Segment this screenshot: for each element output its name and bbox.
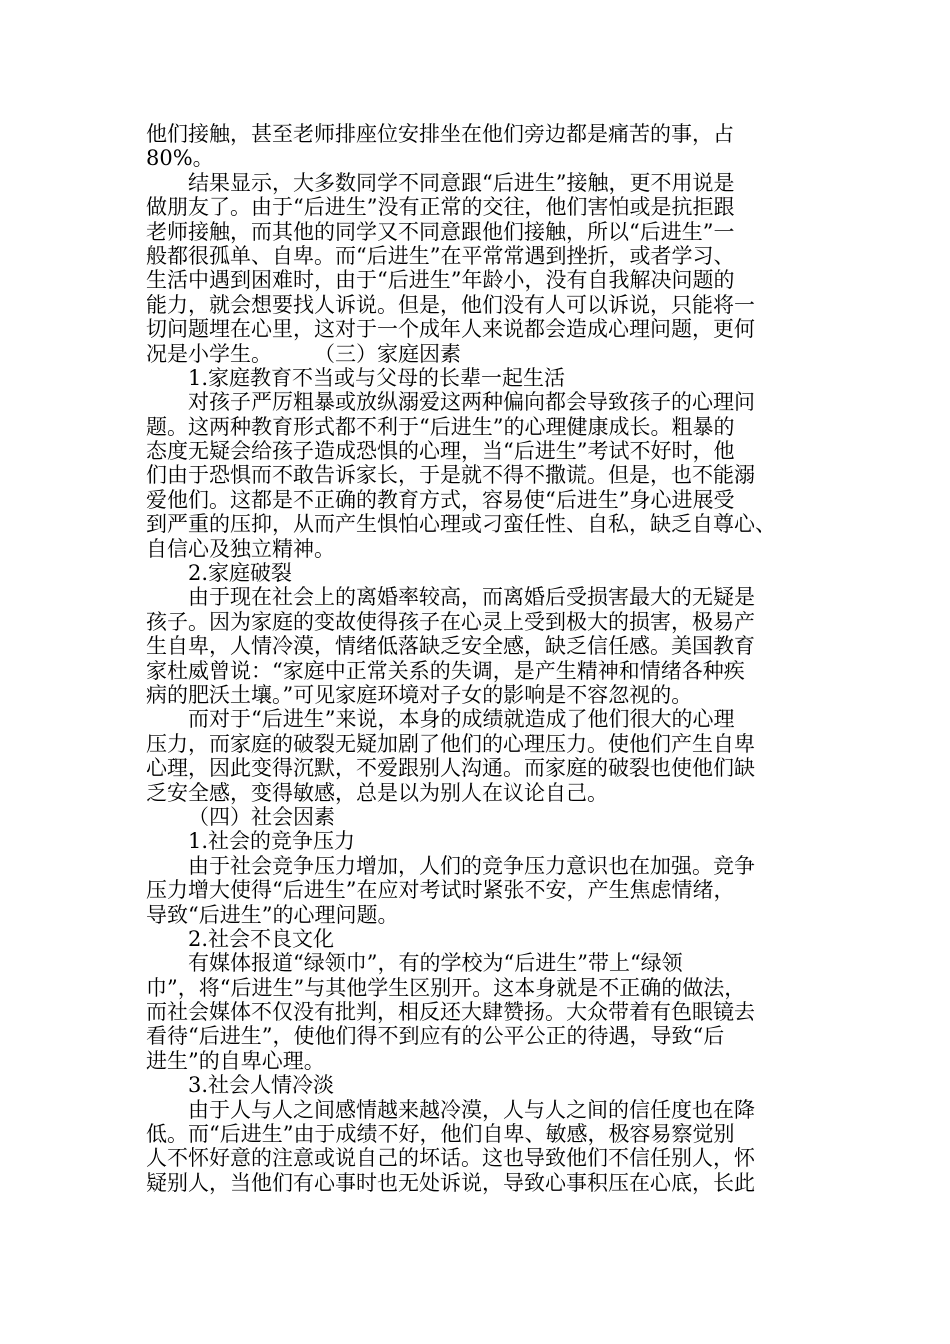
text-line: 他们接触，甚至老师排座位安排坐在他们旁边都是痛苦的事，占	[146, 122, 734, 146]
text-line: 爱他们。这都是不正确的教育方式，容易使“后进生”身心进展受	[146, 487, 735, 512]
subsection-heading: 1.家庭教育不当或与父母的长辈一起生活	[188, 365, 566, 390]
text-line: 疑别人，当他们有心事时也无处诉说，导致心事积压在心底，长此	[146, 1170, 755, 1195]
text-line: 们由于恐惧而不敢告诉家长，于是就不得不撒谎。但是，也不能溺	[146, 463, 755, 488]
text-line: 生活中遇到困难时，由于“后进生”年龄小，没有自我解决问题的	[146, 268, 735, 293]
text-line: 自信心及独立精神。	[146, 536, 335, 561]
text-line: 导致“后进生”的心理问题。	[146, 902, 399, 927]
paragraph-start: 结果显示，大多数同学不同意跟“后进生”接触，更不用说是	[188, 170, 735, 195]
text-line: 巾”，将“后进生”与其他学生区别开。这本身就是不正确的做法，	[146, 975, 746, 1000]
paragraph-start: 有媒体报道“绿领巾”，有的学校为“后进生”带上“绿领	[188, 951, 683, 976]
text-line: 压力增大使得“后进生”在应对考试时紧张不安，产生焦虑情绪，	[146, 878, 735, 903]
text-line: 心理，因此变得沉默，不爱跟别人沟通。而家庭的破裂也使他们缺	[146, 756, 755, 781]
paragraph-start: 对孩子严厉粗暴或放纵溺爱这两种偏向都会导致孩子的心理问	[188, 390, 755, 415]
paragraph-start: 由于现在社会上的离婚率较高，而离婚后受损害最大的无疑是	[188, 585, 755, 610]
text-line: 看待“后进生”，使他们得不到应有的公平公正的待遇，导致“后	[146, 1024, 725, 1049]
text-line: 孩子。因为家庭的变故使得孩子在心灵上受到极大的损害，极易产	[146, 609, 755, 634]
subsection-heading: 2.社会不良文化	[188, 926, 335, 951]
text-line: 切问题埋在心里，这对于一个成年人来说都会造成心理问题，更何	[146, 317, 755, 342]
text-line: 病的肥沃土壤。”可见家庭环境对子女的影响是不容忽视的。	[146, 682, 693, 707]
text-line: 压力，而家庭的破裂无疑加剧了他们的心理压力。使他们产生自卑	[146, 731, 755, 756]
text-line: 80%。	[146, 146, 214, 171]
text-line: 老师接触，而其他的同学又不同意跟他们接触，所以“后进生”一	[146, 219, 735, 244]
subsection-heading: 3.社会人情冷淡	[188, 1073, 335, 1098]
text-line: 人不怀好意的注意或说自己的坏话。这也导致他们不信任别人，怀	[146, 1146, 755, 1171]
text-line: 家杜威曾说：“家庭中正常关系的失调，是产生精神和情绪各种疾	[146, 658, 745, 683]
paragraph-start: 由于社会竞争压力增加，人们的竞争压力意识也在加强。竞争	[188, 853, 755, 878]
text-line: 而社会媒体不仅没有批判，相反还大肆赞扬。大众带着有色眼镜去	[146, 1000, 755, 1025]
text-line: 题。这两种教育形式都不利于“后进生”的心理健康成长。粗暴的	[146, 414, 735, 439]
text-line: 乏安全感，变得敏感，总是以为别人在议论自己。	[146, 780, 608, 805]
section-heading: （四）社会因素	[188, 804, 335, 829]
text-line-with-section-heading: 况是小学生。 （三）家庭因素	[146, 341, 461, 366]
text-line: 进生”的自卑心理。	[146, 1048, 325, 1073]
paragraph-start: 而对于“后进生”来说，本身的成绩就造成了他们很大的心理	[188, 707, 735, 732]
paragraph-start: 由于人与人之间感情越来越冷漠，人与人之间的信任度也在降	[188, 1097, 755, 1122]
document-body	[146, 122, 806, 1195]
text-line: 做朋友了。由于“后进生”没有正常的交往，他们害怕或是抗拒跟	[146, 195, 735, 220]
text-line: 般都很孤单、自卑。而“后进生”在平常常遇到挫折，或者学习、	[146, 243, 735, 268]
subsection-heading: 1.社会的竞争压力	[188, 829, 356, 854]
subsection-heading: 2.家庭破裂	[188, 561, 293, 586]
text-line: 生自卑，人情冷漠，情绪低落缺乏安全感，缺乏信任感。美国教育	[146, 634, 755, 659]
text-line: 态度无疑会给孩子造成恐惧的心理，当“后进生”考试不好时，他	[146, 439, 735, 464]
text-line: 能力，就会想要找人诉说。但是，他们没有人可以诉说，只能将一	[146, 292, 755, 317]
text-line: 到严重的压抑，从而产生惧怕心理或刁蛮任性、自私，缺乏自尊心、	[146, 512, 776, 537]
text-line: 低。而“后进生”由于成绩不好，他们自卑、敏感，极容易察觉别	[146, 1122, 735, 1147]
